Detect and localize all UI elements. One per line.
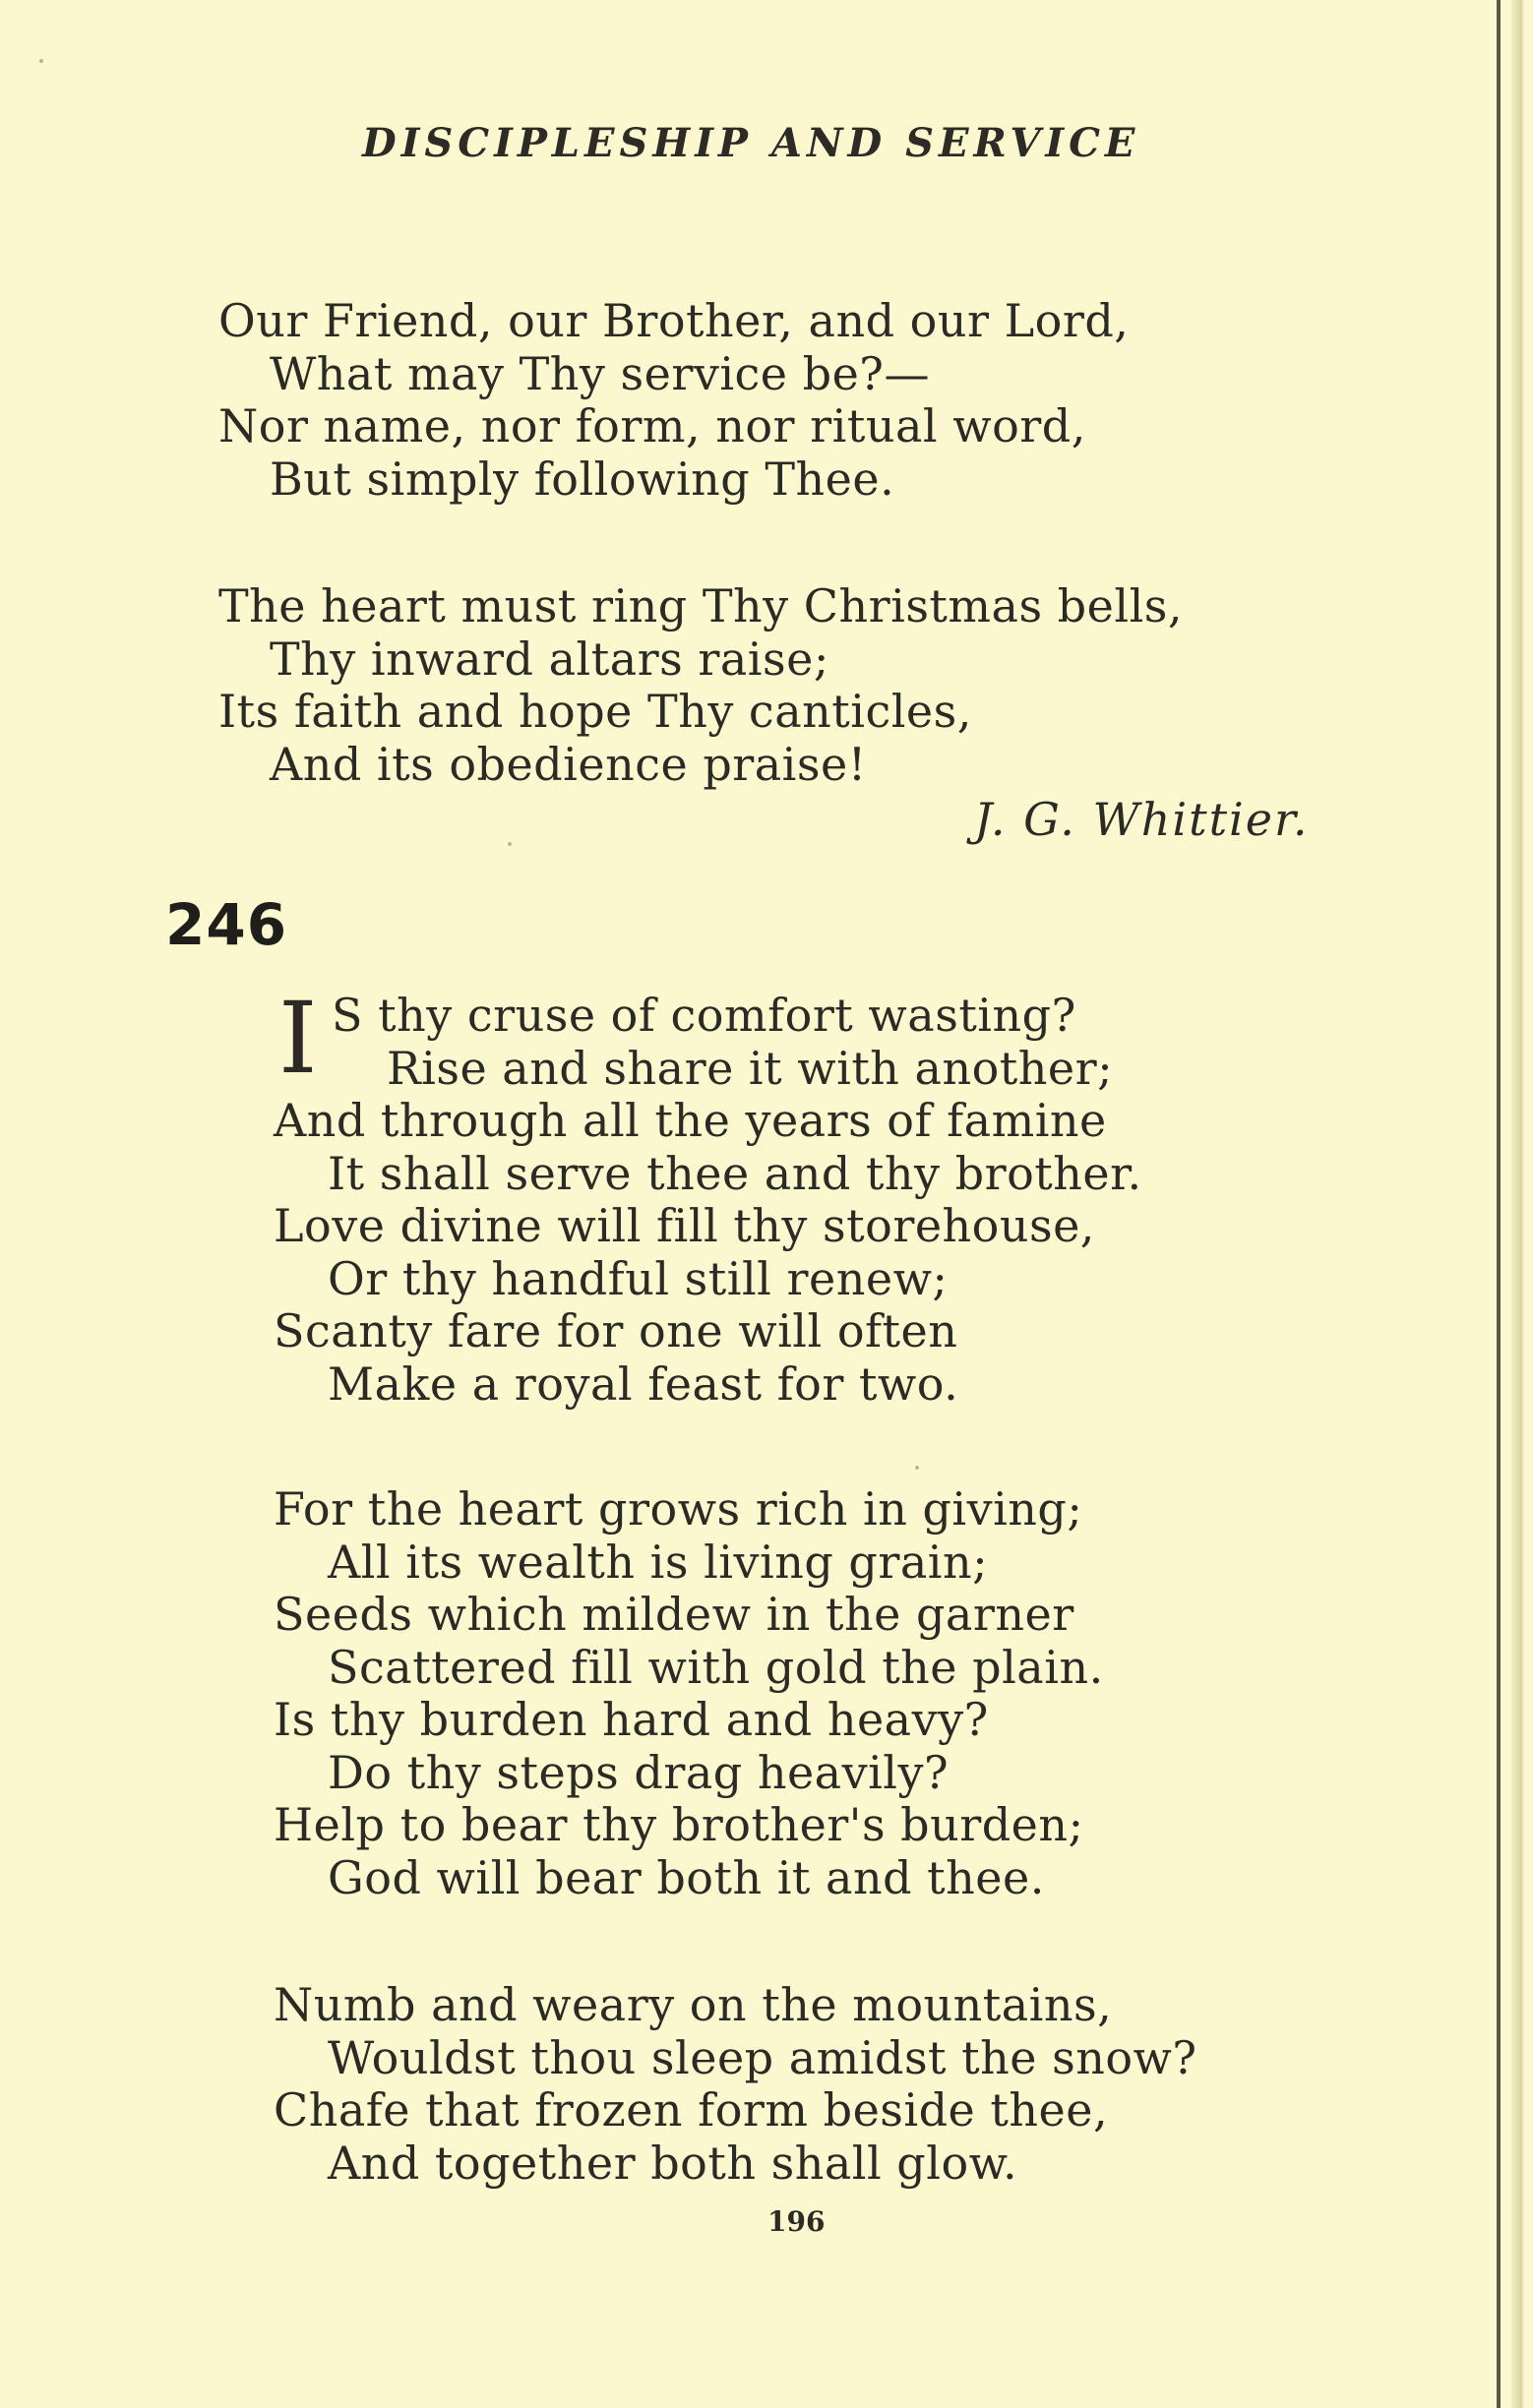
paper-speck [508, 842, 512, 846]
verse-line: And through all the years of famine [274, 1094, 1107, 1147]
verse-line: Scanty fare for one will often [274, 1304, 958, 1357]
verse-line: Its faith and hope Thy canticles, [218, 685, 972, 738]
verse-line: But simply following Thee. [270, 452, 895, 506]
verse-line: And together both shall glow. [328, 2136, 1018, 2190]
prev-stanza-1 [218, 295, 1129, 506]
verse-line: All its wealth is living grain; [328, 1535, 989, 1589]
hymn-stanza-1-head [332, 990, 1113, 1095]
verse-line: Love divine will fill thy storehouse, [274, 1199, 1095, 1252]
verse-line: It shall serve thee and thy brother. [328, 1146, 1142, 1200]
verse-line: Scattered fill with gold the plain. [328, 1640, 1104, 1694]
verse-line: God will bear both it and thee. [328, 1850, 1045, 1904]
verse-line: S thy cruse of comfort wasting? [332, 989, 1076, 1042]
verse-line: Or thy handful still renew; [328, 1251, 949, 1305]
verse-line: What may Thy service be?— [270, 346, 930, 400]
hymn-stanza-3 [274, 1979, 1197, 2190]
page-edge [1511, 0, 1533, 2408]
verse-line: Chafe that frozen form beside thee, [274, 2083, 1109, 2137]
verse-line: Rise and share it with another; [387, 1041, 1114, 1095]
hymn-stanza-1-body [274, 1095, 1142, 1411]
verse-line: The heart must ring Thy Christmas bells, [218, 579, 1184, 632]
verse-line: Our Friend, our Brother, and our Lord, [218, 294, 1130, 347]
verse-line: Nor name, nor form, nor ritual word, [218, 399, 1086, 452]
author-attribution: J. G. Whittier. [974, 793, 1310, 846]
verse-line: Thy inward altars raise; [270, 632, 829, 686]
verse-line: Wouldst thou sleep amidst the snow? [328, 2030, 1197, 2084]
hymn-number: 246 [165, 891, 288, 958]
page-number: 196 [767, 2205, 826, 2238]
verse-line: Do thy steps drag heavily? [328, 1745, 950, 1799]
paper-speck [39, 59, 43, 63]
verse-line: Make a royal feast for two. [328, 1356, 959, 1411]
verse-line: Seeds which mildew in the garner [274, 1588, 1074, 1641]
verse-line: Is thy burden hard and heavy? [274, 1693, 989, 1746]
verse-line: Numb and weary on the mountains, [274, 1978, 1113, 2031]
verse-line: For the heart grows rich in giving; [274, 1482, 1083, 1535]
drop-cap: I [278, 981, 318, 1096]
hymn-stanza-2 [274, 1483, 1104, 1904]
verse-line: Help to bear thy brother's burden; [274, 1798, 1084, 1851]
running-header: DISCIPLESHIP AND SERVICE [362, 120, 1140, 166]
paper-speck [915, 1466, 919, 1470]
verse-line: And its obedience praise! [270, 737, 867, 791]
prev-stanza-2 [218, 580, 1183, 791]
page-edge-line [1497, 0, 1501, 2408]
